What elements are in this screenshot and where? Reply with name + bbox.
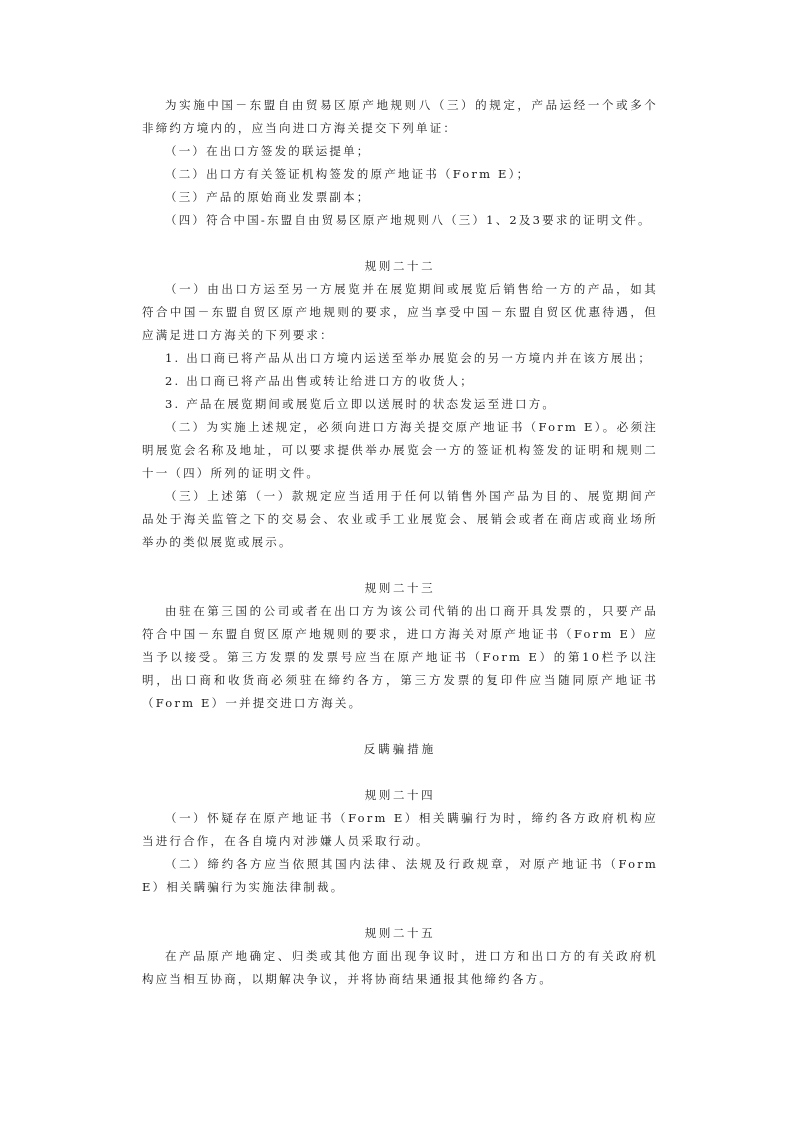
rule-22-item-1: 1. 出口商已将产品从出口方境内运送至举办展览会的另一方境内并在该方展出； bbox=[165, 351, 653, 365]
rule-22-paragraph-1: （一）由出口方运至另一方展览并在展览期间或展览后销售给一方的产品，如其符合中国－东盟自贸区原产地规则的要求，应当享受中国－东盟自贸区优惠待遇，但应满足进口方海关的下列要求： bbox=[142, 282, 658, 342]
rule-22-heading: 规则二十二 bbox=[364, 259, 436, 273]
rule-22-paragraph-3: （三）上述第（一）款规定应当适用于任何以销售外国产品为目的、展览期间产品处于海关监管之下的交易会、农业或手工业展览会、展销会或者在商店或商业场所举办的类似展览或展示。 bbox=[142, 489, 658, 549]
rule-25-heading: 规则二十五 bbox=[364, 926, 436, 940]
intro-paragraph: 为实施中国－东盟自由贸易区原产地规则八（三）的规定，产品运经一个或多个非缔约方境内的，应当向进口方海关提交下列单证： bbox=[142, 98, 658, 135]
intro-item-1: （一）在出口方签发的联运提单； bbox=[165, 144, 371, 158]
rule-24-paragraph-1: （一）怀疑存在原产地证书（Form E）相关瞒骗行为时，缔约各方政府机构应当进行合作，在各自境内对涉嫌人员采取行动。 bbox=[142, 811, 658, 848]
rule-24-heading: 规则二十四 bbox=[364, 788, 436, 802]
intro-item-4: （四）符合中国-东盟自由贸易区原产地规则八（三）1、2及3要求的证明文件。 bbox=[165, 213, 652, 227]
rule-25-paragraph-1: 在产品原产地确定、归类或其他方面出现争议时，进口方和出口方的有关政府机构应当相互协商，以期解决争议，并将协商结果通报其他缔约各方。 bbox=[142, 949, 658, 986]
intro-item-3: （三）产品的原始商业发票副本； bbox=[165, 190, 371, 204]
intro-item-2: （二）出口方有关签证机构签发的原产地证书（Form E）； bbox=[165, 167, 531, 181]
rule-24-paragraph-2: （二）缔约各方应当依照其国内法律、法规及行政规章，对原产地证书（Form E）相关瞒骗行为实施法律制裁。 bbox=[142, 857, 658, 894]
rule-23-heading: 规则二十三 bbox=[364, 581, 436, 595]
anti-fraud-section-heading: 反瞒骗措施 bbox=[363, 742, 437, 756]
rule-22-item-3: 3. 产品在展览期间或展览后立即以送展时的状态发运至进口方。 bbox=[165, 397, 557, 411]
document-page bbox=[142, 94, 658, 991]
rule-22-item-2: 2. 出口商已将产品出售或转让给进口方的收货人； bbox=[165, 374, 474, 388]
rule-23-paragraph-1: 由驻在第三国的公司或者在出口方为该公司代销的出口商开具发票的，只要产品符合中国－东盟自贸区原产地规则的要求，进口方海关对原产地证书（Form E）应当予以接受。第三方发票的发票号应当在原产地证书（Form E）的第10栏予以注明，出口商和收货商必须驻在缔约各方，第三方发票的复印件应当随同原产地证书（Form E）一并提交进口方海关。 bbox=[142, 604, 658, 710]
rule-22-paragraph-2: （二）为实施上述规定，必须向进口方海关提交原产地证书（Form E）。必须注明展览会名称及地址，可以要求提供举办展览会一方的签证机构签发的证明和规则二十一（四）所列的证明文件。 bbox=[142, 420, 658, 480]
